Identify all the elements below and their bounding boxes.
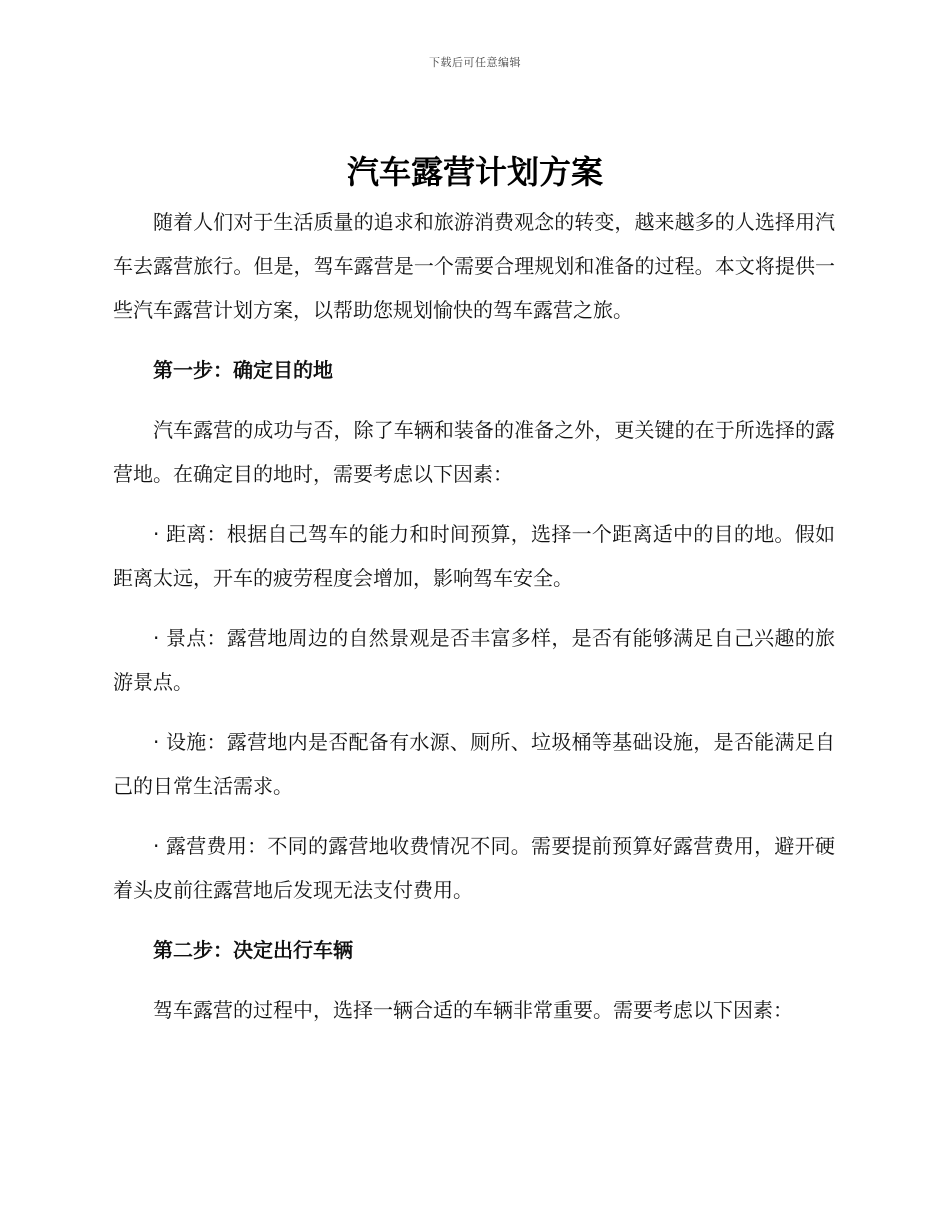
document-title: 汽车露营计划方案 [346, 153, 603, 191]
step2-heading: 第二步：决定出行车辆 [153, 938, 353, 962]
document-body [113, 200, 835, 1032]
step2-body: 驾车露营的过程中，选择一辆合适的车辆非常重要。需要考虑以下因素： [153, 998, 793, 1022]
step1-heading: 第一步：确定目的地 [153, 358, 333, 382]
step1-bullet-cost: · 露营费用：不同的露营地收费情况不同。需要提前预算好露营费用，避开硬着头皮前往露营地后发现无法支付费用。 [113, 834, 835, 902]
intro-paragraph: 随着人们对于生活质量的追求和旅游消费观念的转变，越来越多的人选择用汽车去露营旅行。但是，驾车露营是一个需要合理规划和准备的过程。本文将提供一些汽车露营计划方案，以帮助您规划愉快的驾车露营之旅。 [113, 210, 835, 322]
step1-bullet-facilities: · 设施：露营地内是否配备有水源、厕所、垃圾桶等基础设施，是否能满足自己的日常生活需求。 [113, 730, 835, 798]
header-note: 下载后可任意编辑 [429, 56, 521, 69]
step1-body: 汽车露营的成功与否，除了车辆和装备的准备之外，更关键的在于所选择的露营地。在确定目的地时，需要考虑以下因素： [113, 418, 835, 486]
step1-bullet-scenery: · 景点：露营地周边的自然景观是否丰富多样，是否有能够满足自己兴趣的旅游景点。 [113, 626, 835, 694]
step1-bullet-distance: · 距离：根据自己驾车的能力和时间预算，选择一个距离适中的目的地。假如距离太远，开车的疲劳程度会增加，影响驾车安全。 [113, 522, 835, 590]
